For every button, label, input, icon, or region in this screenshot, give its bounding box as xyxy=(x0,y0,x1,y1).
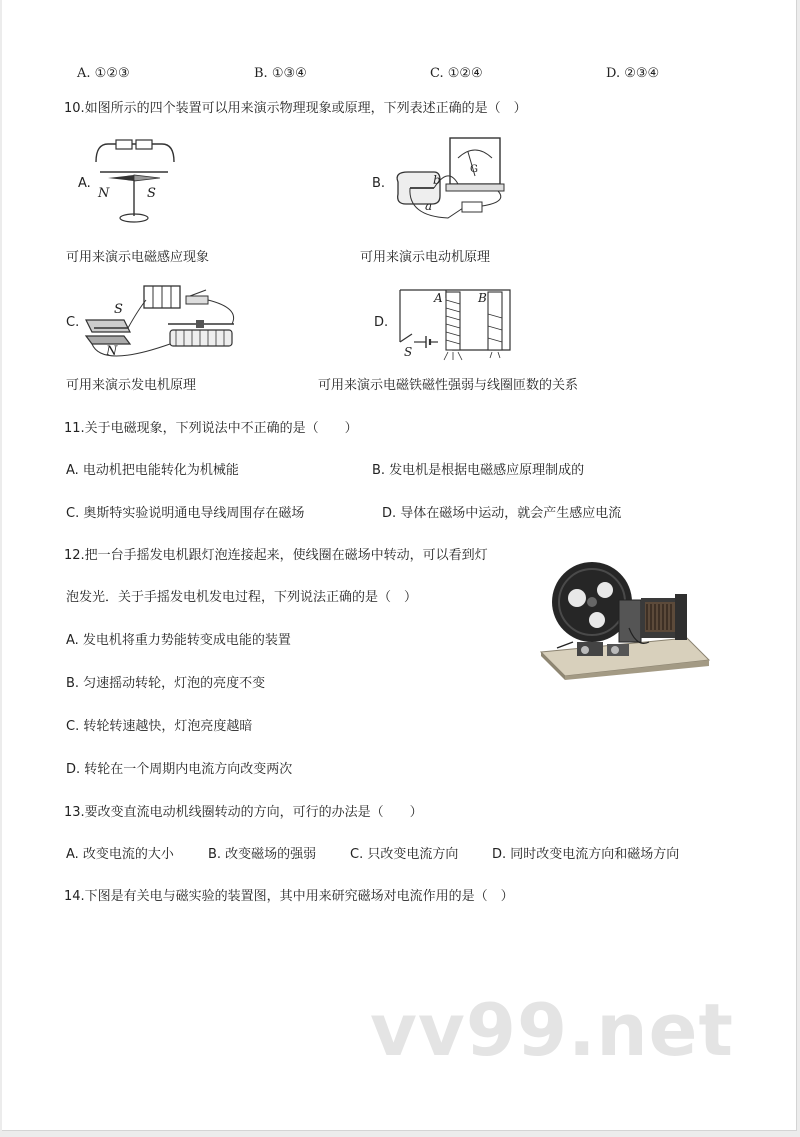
fig-d-letter-b: B xyxy=(478,291,487,305)
q12-option-c: C. 转轮转速越快，灯泡亮度越暗 xyxy=(66,719,253,734)
q10-figure-c xyxy=(82,280,242,370)
q10-figure-b xyxy=(388,136,518,228)
q10-caption-b: 可用来演示电动机原理 xyxy=(360,250,491,265)
q10-caption-d: 可用来演示电磁铁磁性强弱与线圈匝数的关系 xyxy=(318,378,579,393)
exam-page xyxy=(2,0,797,1131)
q10-stem: 10.如图所示的四个装置可以用来演示物理现象或原理，下列表述正确的是（ ） xyxy=(64,101,527,116)
q9-option-a: A. ①②③ xyxy=(77,66,130,81)
q12-option-a: A. 发电机将重力势能转变成电能的装置 xyxy=(66,633,291,648)
q10-caption-a: 可用来演示电磁感应现象 xyxy=(66,250,210,265)
q13-option-c: C. 只改变电流方向 xyxy=(350,847,459,862)
fig-b-letter-g: G xyxy=(470,164,478,175)
fig-d-letter-a: A xyxy=(434,291,443,305)
fig-d-letter-s: S xyxy=(404,345,413,359)
q12-stem-line2: 泡发光．关于手摇发电机发电过程，下列说法正确的是（ ） xyxy=(66,590,418,605)
q9-option-c: C. ①②④ xyxy=(430,66,483,81)
fig-a-letter-n: N xyxy=(98,186,110,201)
q10-fig-a-label: A. xyxy=(78,176,91,191)
q11-option-a: A. 电动机把电能转化为机械能 xyxy=(66,463,239,478)
q9-option-d: D. ②③④ xyxy=(606,66,660,81)
q13-option-d: D. 同时改变电流方向和磁场方向 xyxy=(492,847,680,862)
q10-fig-c-label: C. xyxy=(66,315,80,330)
q13-stem: 13.要改变直流电动机线圈转动的方向，可行的办法是（ ） xyxy=(64,805,423,820)
fig-c-letter-n: N xyxy=(106,344,118,359)
q10-figure-a xyxy=(92,136,182,228)
q12-option-b: B. 匀速摇动转轮，灯泡的亮度不变 xyxy=(66,676,266,691)
watermark-text: vv99.net xyxy=(370,988,734,1072)
fig-a-letter-s: S xyxy=(147,186,156,201)
q9-option-b: B. ①③④ xyxy=(254,66,307,81)
q12-stem-line1: 12.把一台手摇发电机跟灯泡连接起来，使线圈在磁场中转动，可以看到灯 xyxy=(64,548,488,563)
q12-generator-photo xyxy=(537,558,712,680)
q11-stem: 11.关于电磁现象，下列说法中不正确的是（ ） xyxy=(64,421,358,436)
q14-stem: 14.下图是有关电与磁实验的装置图，其中用来研究磁场对电流作用的是（ ） xyxy=(64,889,514,904)
fig-c-letter-s: S xyxy=(114,302,123,317)
q11-option-c: C. 奥斯特实验说明通电导线周围存在磁场 xyxy=(66,506,305,521)
q12-option-d: D. 转轮在一个周期内电流方向改变两次 xyxy=(66,762,293,777)
q13-option-b: B. 改变磁场的强弱 xyxy=(208,847,317,862)
q11-option-d: D. 导体在磁场中运动，就会产生感应电流 xyxy=(382,506,622,521)
q10-caption-c: 可用来演示发电机原理 xyxy=(66,378,197,393)
fig-b-letter-b: b xyxy=(433,173,441,187)
q10-fig-d-label: D. xyxy=(374,315,389,330)
q10-figure-d xyxy=(392,280,522,366)
q13-option-a: A. 改变电流的大小 xyxy=(66,847,174,862)
q11-option-b: B. 发电机是根据电磁感应原理制成的 xyxy=(372,463,585,478)
fig-b-letter-a: a xyxy=(425,199,433,213)
q10-fig-b-label: B. xyxy=(372,176,386,191)
